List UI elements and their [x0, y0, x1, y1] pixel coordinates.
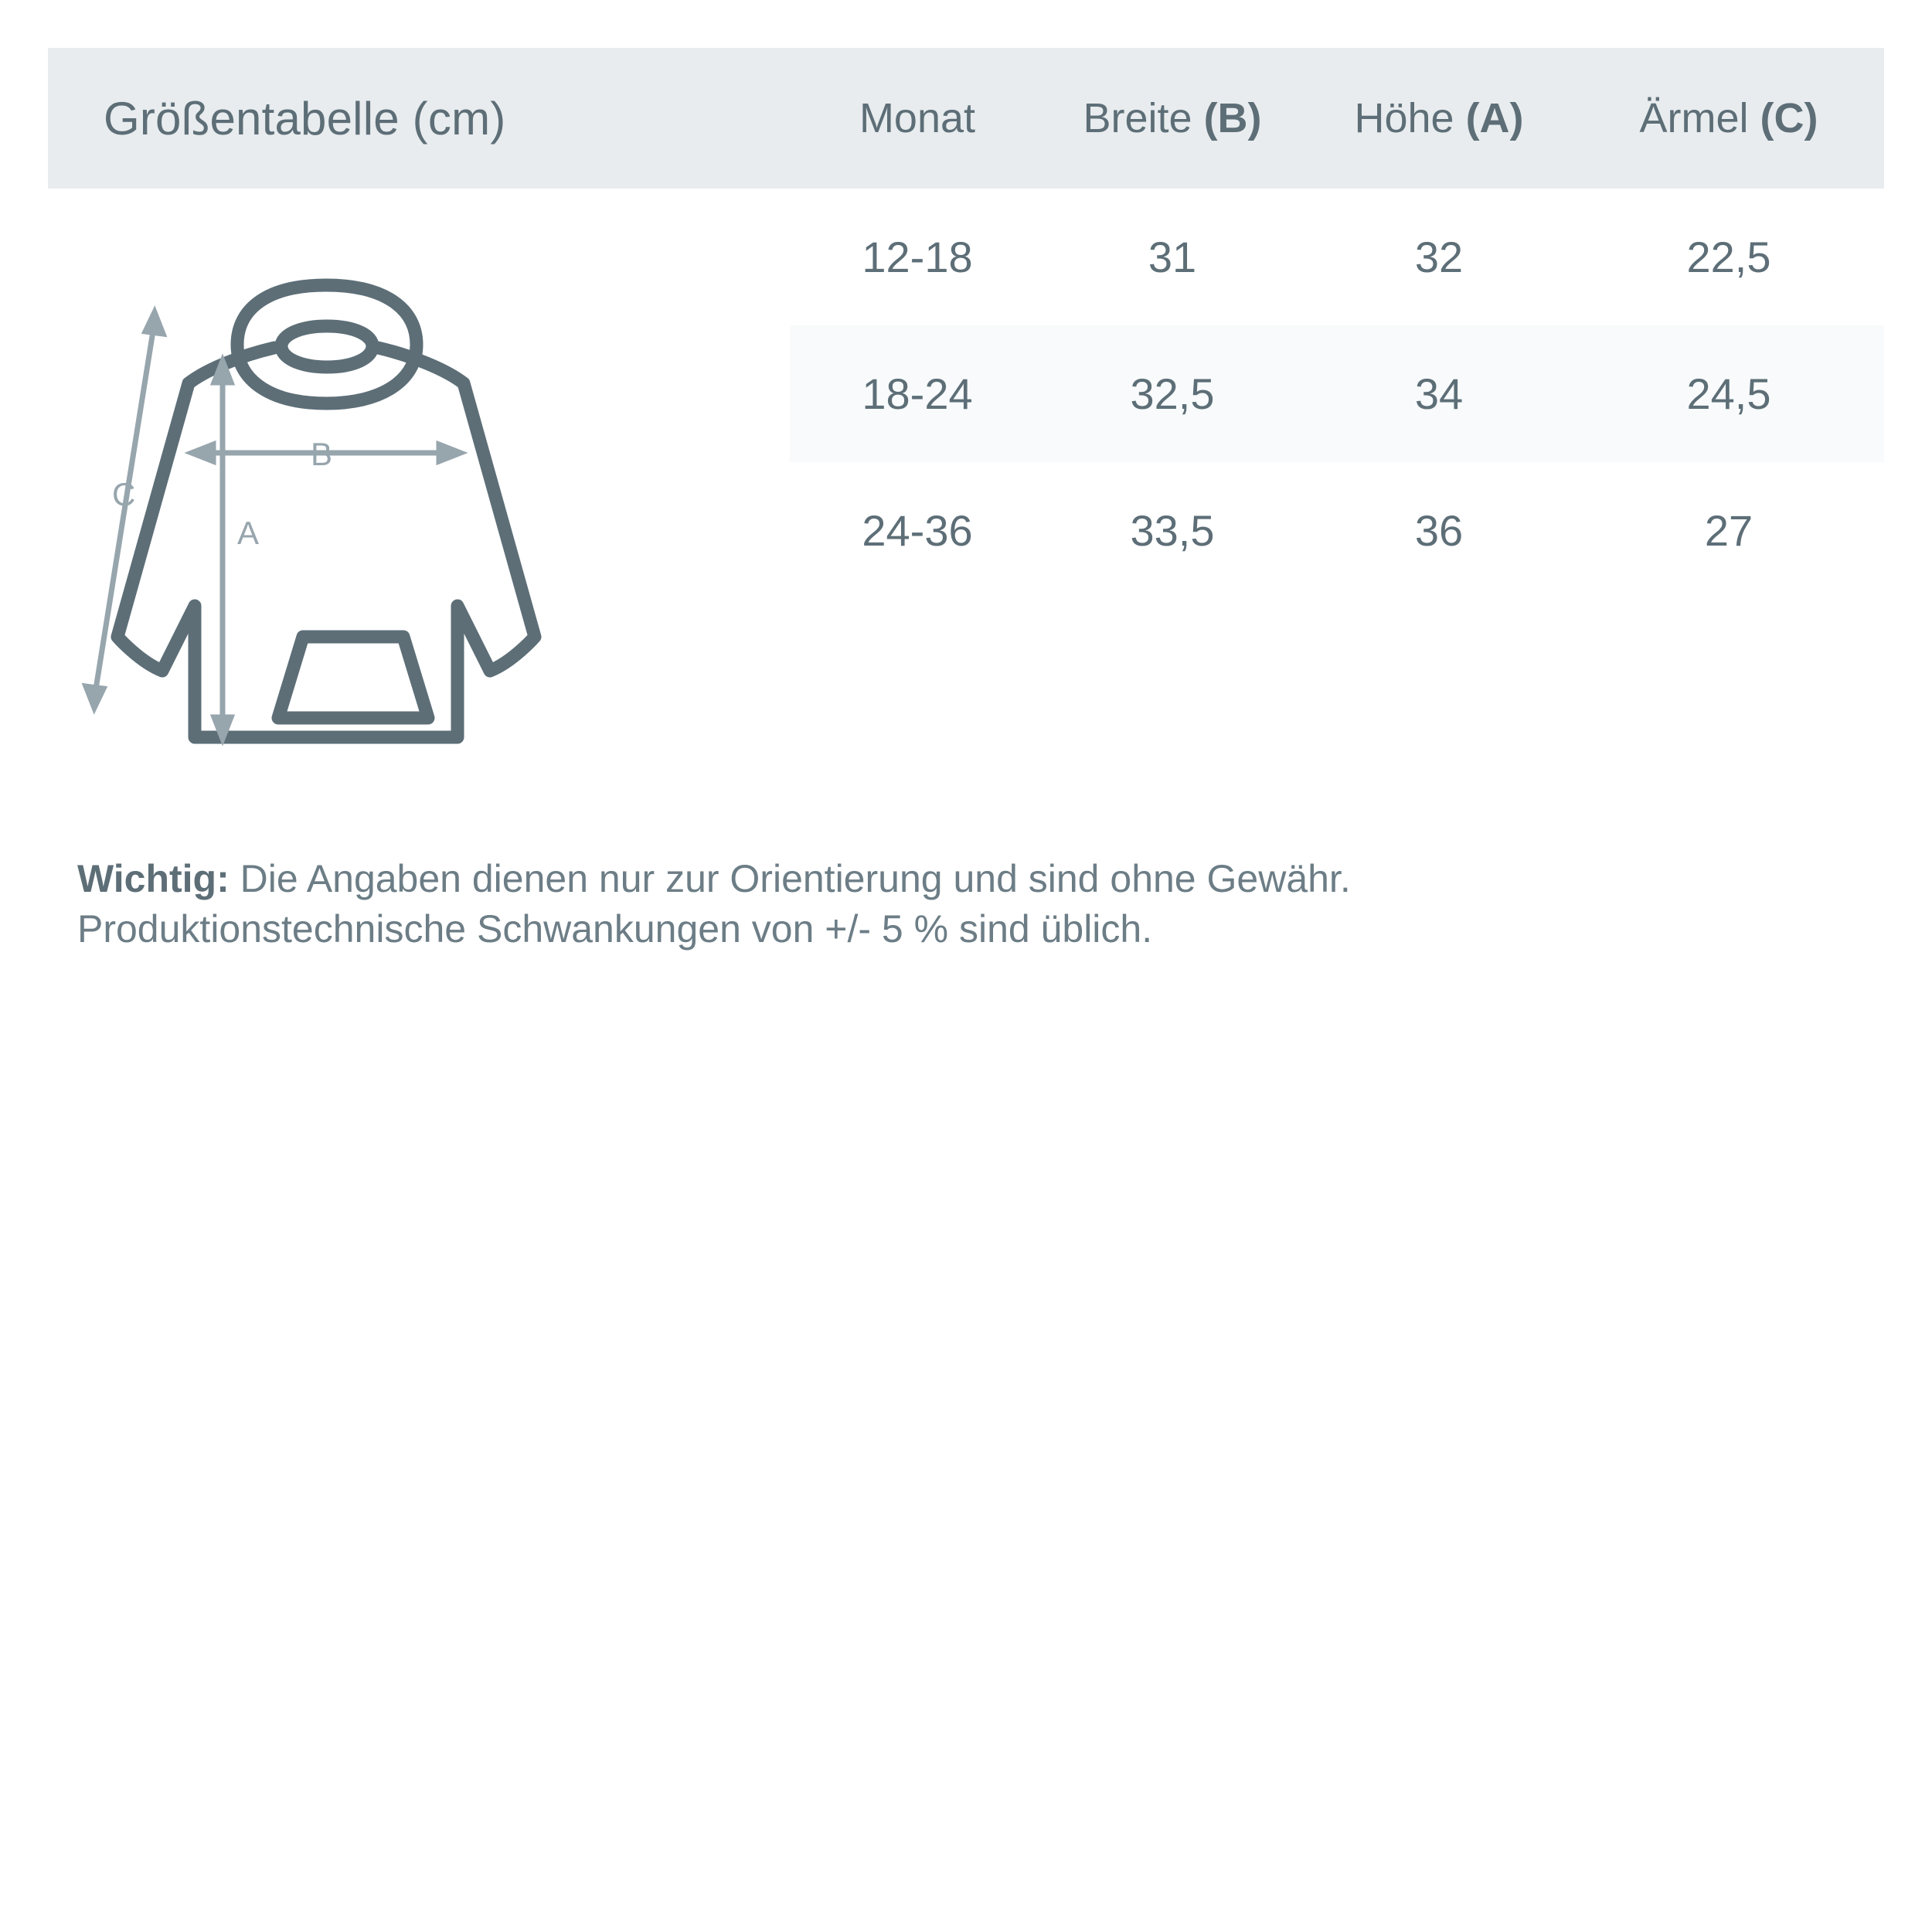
- size-chart-body: [48, 189, 1884, 791]
- cell-monat: 24-36: [862, 506, 973, 555]
- column-header-hoehe: [1300, 94, 1578, 142]
- figure-area: [48, 189, 790, 791]
- label-height: A: [237, 515, 260, 551]
- cell-monat: 12-18: [862, 233, 973, 281]
- cell-breite: 31: [1148, 233, 1197, 281]
- footnote-line1: Die Angaben dienen nur zur Orientierung und sind ohne Gewähr.: [229, 857, 1351, 900]
- cell-aermel: 22,5: [1686, 233, 1771, 281]
- table-row: [790, 462, 1884, 599]
- size-chart: [48, 48, 1884, 791]
- cell-monat: 18-24: [862, 369, 973, 418]
- column-header-monat: [790, 94, 1045, 142]
- table-row: [790, 189, 1884, 325]
- cell-hoehe: 32: [1414, 233, 1464, 281]
- column-header-hoehe-key: (A): [1465, 95, 1524, 141]
- size-chart-header-row: [48, 48, 1884, 189]
- cell-aermel: 24,5: [1686, 369, 1771, 418]
- cell-hoehe: 36: [1414, 506, 1464, 555]
- column-header-aermel-label: Ärmel: [1639, 95, 1749, 141]
- column-header-breite-label: Breite: [1083, 95, 1192, 141]
- size-chart-rows: [790, 189, 1884, 599]
- label-width: B: [311, 436, 333, 472]
- size-chart-title: Größentabelle (cm): [104, 92, 506, 145]
- column-header-aermel-key: (C): [1760, 95, 1818, 141]
- column-header-aermel: [1578, 94, 1879, 142]
- cell-hoehe: 34: [1414, 369, 1464, 418]
- cell-breite: 33,5: [1130, 506, 1215, 555]
- label-sleeve: C: [112, 476, 136, 512]
- cell-breite: 32,5: [1130, 369, 1215, 418]
- column-header-breite: [1045, 94, 1300, 142]
- column-header-breite-key: (B): [1203, 95, 1262, 141]
- footnote-line2: Produktionstechnische Schwankungen von +/- 5 % sind üblich.: [77, 907, 1153, 951]
- table-row: [790, 325, 1884, 462]
- column-header-monat-label: Monat: [859, 95, 976, 141]
- column-header-hoehe-label: Höhe: [1354, 95, 1454, 141]
- footnote-strong: Wichtig:: [77, 857, 230, 900]
- cell-aermel: 27: [1704, 506, 1753, 555]
- footnote: [77, 854, 1855, 954]
- hoodie-measurement-diagram: [71, 204, 767, 791]
